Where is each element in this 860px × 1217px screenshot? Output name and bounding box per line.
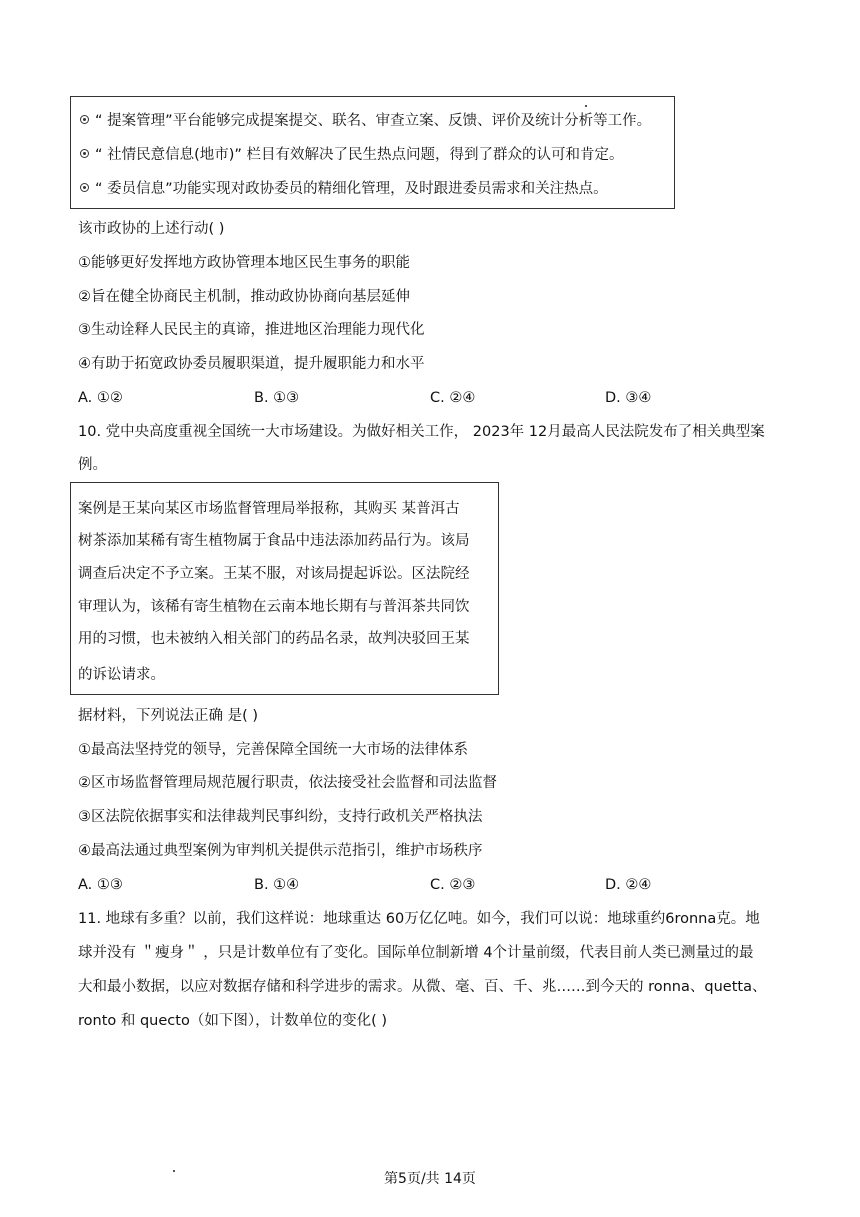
q10-option-c: C. ②③ [430,877,476,893]
q10-option-b: B. ①④ [254,877,300,893]
q10-statement-3: ③区法院依据事实和法律裁判民事纠纷，支持行政机关严格执法 [78,809,483,825]
q10-box-line-1: 案例是王某向某区市场监督管理局举报称，其购买 某普洱古 [78,501,460,517]
q9-box-line-3: “ 委员信息”功能实现对政协委员的精细化管理，及时跟进委员需求和关注热点。 [80,179,608,199]
q9-option-c: C. ②④ [430,390,476,406]
q10-option-d: D. ②④ [605,877,652,893]
bullet-icon [80,183,89,192]
q10-stem-line-2: 例。 [78,457,107,473]
q10-stem-2: 据材料，下列说法正确 是( ) [78,708,259,724]
q9-stem: 该市政协的上述行动( ) [78,221,225,237]
q9-statement-4: ④有助于拓宽政协委员履职渠道，提升履职能力和水平 [78,356,425,372]
q10-stem-line-1: 10. 党中央高度重视全国统一大市场建设。为做好相关工作， 2023年 12月最高人民法院发布了相关典型案 [78,424,765,440]
q9-statement-1: ①能够更好发挥地方政协管理本地区民生事务的职能 [78,255,410,271]
q10-statement-2: ②区市场监督管理局规范履行职责，依法接受社会监督和司法监督 [78,775,497,791]
q9-statement-2: ②旨在健全协商民主机制，推动政协协商向基层延伸 [78,289,410,305]
bullet-icon [80,149,89,158]
q10-statement-4: ④最高法通过典型案例为审判机关提供示范指引，维护市场秩序 [78,843,483,859]
q10-statement-1: ①最高法坚持党的领导，完善保障全国统一大市场的法律体系 [78,742,468,758]
q9-statement-3: ③生动诠释人民民主的真谛，推进地区治理能力现代化 [78,322,425,338]
q9-box-line-2: “ 社情民意信息(地市)” 栏目有效解决了民生热点问题，得到了群众的认可和肯定。 [80,145,624,165]
scan-speck [585,105,587,107]
q11-stem-line-2: 球并没有 ＂瘦身＂ ，只是计数单位有了变化。国际单位制新增 4个计量前缀，代表目前人类已测量过的最 [78,945,754,961]
q10-box-line-3: 调查后决定不予立案。王某不服，对该局提起诉讼。区法院经 [78,566,470,582]
q11-stem-line-1: 11. 地球有多重？以前，我们这样说：地球重达 60万亿亿吨。如今，我们可以说：地球重约6ronna克。地 [78,911,760,927]
q10-option-a: A. ①③ [78,877,123,893]
q9-option-a: A. ①② [78,390,123,406]
page-footer: 第5页/共 14页 [384,1171,476,1187]
q11-stem-line-4: ronto 和 quecto（如下图），计数单位的变化( ) [78,1013,387,1029]
bullet-icon [80,115,89,124]
q10-box-line-5: 用的习惯，也未被纳入相关部门的药品名录，故判决驳回王某 [78,631,470,647]
q9-option-d: D. ③④ [605,390,652,406]
q11-stem-line-3: 大和最小数据，以应对数据存储和科学进步的需求。从微、毫、百、千、兆……到今天的 ronna、quetta、 [78,979,767,995]
q9-box-line-1: “ 提案管理”平台能够完成提案提交、联名、审查立案、反馈、评价及统计分析等工作。 [80,111,651,131]
q10-box-line-6: 的诉讼请求。 [78,667,165,683]
q10-box-line-4: 审理认为，该稀有寄生植物在云南本地长期有与普洱茶共同饮 [78,599,470,615]
q10-box-line-2: 树茶添加某稀有寄生植物属于食品中违法添加药品行为。该局 [78,533,470,549]
q9-option-b: B. ①③ [254,390,300,406]
